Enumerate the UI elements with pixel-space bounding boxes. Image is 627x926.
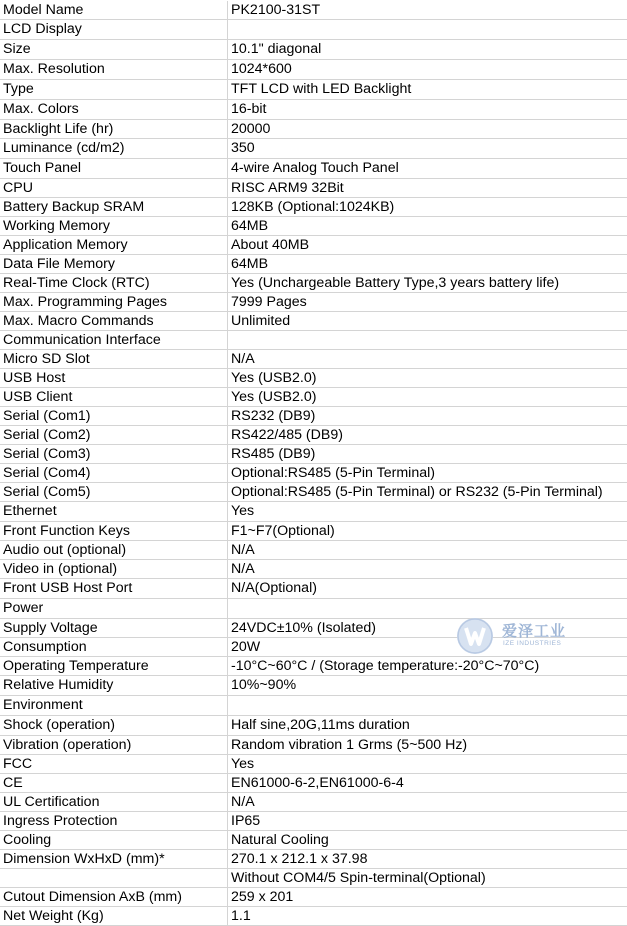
spec-value: Yes (Unchargeable Battery Type,3 years battery life)	[228, 274, 627, 293]
spec-label: Size	[0, 40, 228, 60]
spec-label: Serial (Com1)	[0, 407, 228, 426]
spec-row	[0, 331, 627, 350]
spec-label: Video in (optional)	[0, 560, 228, 579]
spec-row	[0, 696, 627, 716]
spec-row	[0, 274, 627, 293]
spec-value: Unlimited	[228, 312, 627, 331]
spec-value: 7999 Pages	[228, 293, 627, 312]
spec-label: Front Function Keys	[0, 522, 228, 541]
spec-value: RS422/485 (DB9)	[228, 426, 627, 445]
spec-row	[0, 483, 627, 502]
spec-value: 64MB	[228, 255, 627, 274]
spec-label: Serial (Com2)	[0, 426, 228, 445]
spec-label: Front USB Host Port	[0, 579, 228, 599]
spec-label: Touch Panel	[0, 159, 228, 179]
spec-value: -10°C~60°C / (Storage temperature:-20°C~70°C)	[228, 657, 627, 676]
spec-label: Serial (Com4)	[0, 464, 228, 483]
spec-value: 64MB	[228, 217, 627, 236]
spec-row	[0, 426, 627, 445]
spec-value: 10.1" diagonal	[228, 40, 627, 60]
spec-row	[0, 1, 627, 20]
spec-label: Real-Time Clock (RTC)	[0, 274, 228, 293]
spec-row	[0, 350, 627, 369]
spec-label: Application Memory	[0, 236, 228, 255]
spec-value: 24VDC±10% (Isolated)	[228, 619, 627, 638]
spec-label: Luminance (cd/m2)	[0, 139, 228, 159]
spec-value: 16-bit	[228, 100, 627, 120]
spec-value: 259 x 201	[228, 888, 627, 907]
spec-row	[0, 869, 627, 888]
spec-value	[228, 331, 627, 350]
spec-value: 1.1	[228, 907, 627, 926]
spec-value	[228, 696, 627, 716]
spec-row	[0, 80, 627, 100]
spec-label: Max. Colors	[0, 100, 228, 120]
spec-label: Cutout Dimension AxB (mm)	[0, 888, 228, 907]
watermark-english-text: IZE INDUSTRIES	[503, 640, 561, 647]
spec-row	[0, 755, 627, 774]
spec-row	[0, 100, 627, 120]
spec-label: USB Host	[0, 369, 228, 388]
spec-label: Model Name	[0, 1, 228, 20]
spec-value: 10%~90%	[228, 676, 627, 696]
spec-value: F1~F7(Optional)	[228, 522, 627, 541]
spec-label: Environment	[0, 696, 228, 716]
spec-row	[0, 236, 627, 255]
spec-value: Yes (USB2.0)	[228, 369, 627, 388]
spec-label: Battery Backup SRAM	[0, 198, 228, 217]
spec-label: Cooling	[0, 831, 228, 850]
spec-row	[0, 716, 627, 736]
spec-value: Without COM4/5 Spin-terminal(Optional)	[228, 869, 627, 888]
spec-label: Ethernet	[0, 502, 228, 522]
spec-label: Max. Programming Pages	[0, 293, 228, 312]
spec-value: 20000	[228, 120, 627, 139]
spec-label: Vibration (operation)	[0, 736, 228, 755]
watermark	[456, 617, 576, 655]
spec-row	[0, 255, 627, 274]
spec-row	[0, 407, 627, 426]
spec-label: LCD Display	[0, 20, 228, 40]
spec-value: IP65	[228, 812, 627, 831]
spec-row	[0, 579, 627, 599]
spec-row	[0, 736, 627, 755]
spec-label: Max. Macro Commands	[0, 312, 228, 331]
spec-value: Half sine,20G,11ms duration	[228, 716, 627, 736]
spec-label: Backlight Life (hr)	[0, 120, 228, 139]
spec-value	[228, 20, 627, 40]
spec-value: TFT LCD with LED Backlight	[228, 80, 627, 100]
spec-value: N/A(Optional)	[228, 579, 627, 599]
spec-label: CPU	[0, 179, 228, 198]
spec-row	[0, 217, 627, 236]
spec-row	[0, 888, 627, 907]
spec-label: Max. Resolution	[0, 60, 228, 80]
spec-label: Ingress Protection	[0, 812, 228, 831]
spec-row	[0, 369, 627, 388]
spec-value: 1024*600	[228, 60, 627, 80]
spec-label: Operating Temperature	[0, 657, 228, 676]
spec-row	[0, 599, 627, 619]
spec-row	[0, 60, 627, 80]
spec-table-body	[0, 1, 627, 926]
spec-value: N/A	[228, 350, 627, 369]
spec-label: USB Client	[0, 388, 228, 407]
spec-row	[0, 312, 627, 331]
spec-value: Yes	[228, 755, 627, 774]
spec-row	[0, 676, 627, 696]
watermark-chinese-text: 爱泽工业	[502, 620, 566, 641]
spec-label: Consumption	[0, 638, 228, 657]
spec-value: 4-wire Analog Touch Panel	[228, 159, 627, 179]
spec-value: N/A	[228, 560, 627, 579]
spec-row	[0, 812, 627, 831]
spec-row	[0, 293, 627, 312]
spec-label: Dimension WxHxD (mm)*	[0, 850, 228, 869]
spec-label: Net Weight (Kg)	[0, 907, 228, 926]
spec-row	[0, 179, 627, 198]
spec-value: Natural Cooling	[228, 831, 627, 850]
spec-label: Type	[0, 80, 228, 100]
spec-label: UL Certification	[0, 793, 228, 812]
spec-value: N/A	[228, 541, 627, 560]
spec-label: Communication Interface	[0, 331, 228, 350]
spec-value: Random vibration 1 Grms (5~500 Hz)	[228, 736, 627, 755]
spec-row	[0, 793, 627, 812]
spec-row	[0, 20, 627, 40]
spec-value: RS232 (DB9)	[228, 407, 627, 426]
spec-row	[0, 850, 627, 869]
spec-label: Supply Voltage	[0, 619, 228, 638]
spec-row	[0, 445, 627, 464]
spec-value: Optional:RS485 (5-Pin Terminal) or RS232 (5-Pin Terminal)	[228, 483, 627, 502]
spec-value: PK2100-31ST	[228, 1, 627, 20]
spec-value: 20W	[228, 638, 627, 657]
spec-row	[0, 774, 627, 793]
spec-row	[0, 907, 627, 926]
spec-value: RISC ARM9 32Bit	[228, 179, 627, 198]
spec-row	[0, 139, 627, 159]
spec-row	[0, 159, 627, 179]
spec-row	[0, 522, 627, 541]
ize-logo-icon	[456, 617, 494, 655]
spec-value: 270.1 x 212.1 x 37.98	[228, 850, 627, 869]
spec-value: About 40MB	[228, 236, 627, 255]
spec-row	[0, 464, 627, 483]
spec-value	[228, 599, 627, 619]
spec-label: Serial (Com5)	[0, 483, 228, 502]
spec-label: Data File Memory	[0, 255, 228, 274]
spec-row	[0, 40, 627, 60]
spec-value: N/A	[228, 793, 627, 812]
spec-value: 350	[228, 139, 627, 159]
spec-label: Serial (Com3)	[0, 445, 228, 464]
spec-row	[0, 541, 627, 560]
spec-value: EN61000-6-2,EN61000-6-4	[228, 774, 627, 793]
spec-label: FCC	[0, 755, 228, 774]
spec-label: Working Memory	[0, 217, 228, 236]
spec-row	[0, 198, 627, 217]
spec-row	[0, 120, 627, 139]
spec-row	[0, 388, 627, 407]
spec-label: Micro SD Slot	[0, 350, 228, 369]
spec-label: Relative Humidity	[0, 676, 228, 696]
spec-value: Yes (USB2.0)	[228, 388, 627, 407]
spec-value: Yes	[228, 502, 627, 522]
spec-label: CE	[0, 774, 228, 793]
spec-row	[0, 831, 627, 850]
spec-value: RS485 (DB9)	[228, 445, 627, 464]
spec-row	[0, 657, 627, 676]
spec-value: 128KB (Optional:1024KB)	[228, 198, 627, 217]
spec-label: Power	[0, 599, 228, 619]
spec-row	[0, 502, 627, 522]
spec-value: Optional:RS485 (5-Pin Terminal)	[228, 464, 627, 483]
spec-label	[0, 869, 228, 888]
spec-label: Audio out (optional)	[0, 541, 228, 560]
spec-table	[0, 1, 627, 926]
spec-row	[0, 560, 627, 579]
spec-label: Shock (operation)	[0, 716, 228, 736]
